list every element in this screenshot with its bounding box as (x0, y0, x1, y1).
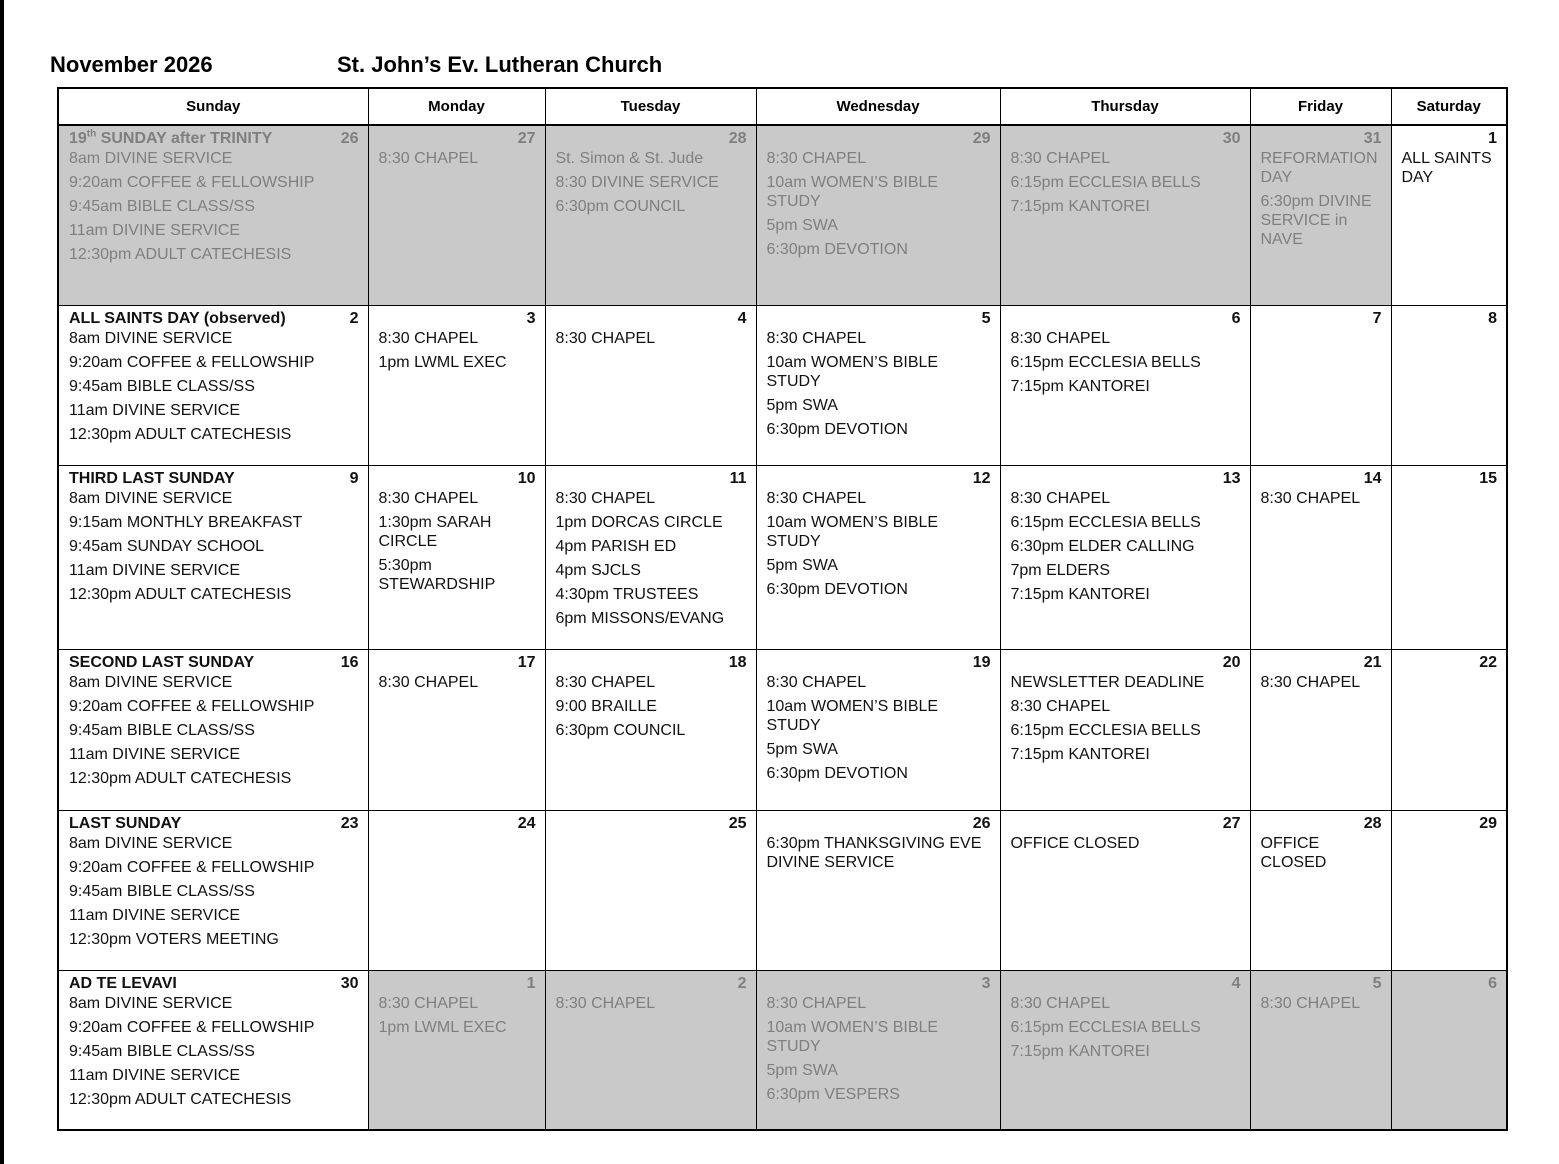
calendar-event: 10am WOMEN’S BIBLE STUDY (766, 353, 939, 390)
day-number: 11 (729, 469, 747, 487)
calendar-event: 8:30 CHAPEL (555, 329, 656, 347)
day-cell-header (556, 814, 747, 834)
calendar-event: 6pm MISSONS/EVANG (555, 609, 725, 627)
calendar-event: 5pm SWA (766, 217, 838, 234)
calendar-event: 8am DIVINE SERVICE (69, 150, 233, 167)
calendar-event: 11am DIVINE SERVICE (69, 222, 241, 239)
day-cell-5 (1250, 970, 1391, 1130)
day-cell-24 (368, 810, 545, 970)
day-number: 17 (517, 653, 536, 671)
calendar-event: 10am WOMEN’S BIBLE STUDY (766, 1018, 939, 1055)
calendar-event: 8:30 CHAPEL (1010, 994, 1111, 1012)
calendar-event: 7:15pm KANTOREI (1010, 1042, 1150, 1060)
calendar-event: 8:30 DIVINE SERVICE (555, 174, 719, 191)
day-cell-header (556, 974, 747, 994)
week-row-2 (58, 305, 1507, 465)
day-cell-18 (545, 649, 756, 810)
calendar-event: 8:30 CHAPEL (378, 150, 479, 167)
day-number: 4 (1231, 974, 1241, 992)
calendar-event: 9:45am BIBLE CLASS/SS (69, 721, 255, 739)
day-cell-1 (368, 970, 545, 1130)
day-cell-header (69, 469, 359, 489)
calendar-event: 11am DIVINE SERVICE (69, 1066, 241, 1084)
day-number: 12 (972, 469, 991, 487)
calendar-event: 6:30pm COUNCIL (555, 198, 686, 215)
weekday-header-sunday: Sunday (58, 88, 368, 125)
calendar-event: 4:30pm TRUSTEES (555, 585, 699, 603)
calendar-event: 8:30 CHAPEL (555, 489, 656, 507)
day-number: 6 (1488, 974, 1497, 992)
day-cell-19 (756, 649, 1000, 810)
day-number: 30 (340, 974, 359, 992)
calendar-event: 6:30pm THANKSGIVING EVE DIVINE SERVICE (766, 834, 982, 871)
calendar-event: 8:30 CHAPEL (1010, 697, 1111, 715)
day-number: 19 (972, 653, 991, 671)
calendar-event: 9:20am COFFEE & FELLOWSHIP (69, 858, 315, 876)
calendar-event: 7:15pm KANTOREI (1010, 745, 1150, 763)
day-cell-header (556, 653, 747, 673)
day-cell-10 (368, 465, 545, 649)
day-cell-header (556, 129, 747, 149)
day-number: 2 (349, 309, 359, 327)
weekday-header-saturday: Saturday (1391, 88, 1507, 125)
day-cell-9 (58, 465, 368, 649)
day-cell-header (1402, 309, 1498, 329)
calendar-event: 10am WOMEN’S BIBLE STUDY (766, 174, 939, 210)
calendar-event: 4pm PARISH ED (555, 537, 677, 555)
calendar-event: 9:15am MONTHLY BREAKFAST (69, 513, 303, 531)
weekday-header-wednesday: Wednesday (756, 88, 1000, 125)
calendar-event: 8:30 CHAPEL (1010, 150, 1111, 167)
day-cell-22 (1391, 649, 1507, 810)
day-cell-header (1402, 653, 1498, 673)
calendar-event: 8:30 CHAPEL (766, 150, 867, 167)
calendar-event: 11am DIVINE SERVICE (69, 561, 241, 579)
calendar-event: 7:15pm KANTOREI (1010, 585, 1150, 603)
day-cell-26 (58, 125, 368, 305)
day-title: SECOND LAST SUNDAY (69, 653, 255, 671)
calendar-event: 9:20am COFFEE & FELLOWSHIP (69, 1018, 315, 1036)
calendar-event: 12:30pm ADULT CATECHESIS (69, 246, 292, 263)
day-cell-header (1011, 309, 1241, 329)
calendar-event: 6:30pm DEVOTION (766, 580, 908, 598)
calendar-event: 6:15pm ECCLESIA BELLS (1010, 513, 1201, 531)
calendar-event: 6:15pm ECCLESIA BELLS (1010, 1018, 1201, 1036)
day-number: 26 (972, 814, 991, 832)
day-cell-header (1261, 129, 1382, 149)
day-cell-header (1011, 129, 1241, 149)
calendar-event: 9:45am BIBLE CLASS/SS (69, 198, 255, 215)
calendar-event: 7:15pm KANTOREI (1010, 198, 1150, 215)
calendar-event: 6:30pm DEVOTION (766, 420, 908, 438)
day-cell-header (1261, 469, 1382, 489)
day-number: 29 (972, 130, 991, 147)
day-number: 16 (340, 653, 359, 671)
calendar-event: 11am DIVINE SERVICE (69, 401, 241, 419)
day-title: LAST SUNDAY (69, 814, 182, 832)
day-cell-header (379, 469, 536, 489)
day-number: 2 (737, 974, 747, 992)
day-cell-28 (1250, 810, 1391, 970)
weekday-header-monday: Monday (368, 88, 545, 125)
day-number: 27 (1222, 814, 1241, 832)
weekday-header-thursday: Thursday (1000, 88, 1250, 125)
week-row-6 (58, 970, 1507, 1130)
day-number: 28 (1363, 814, 1382, 832)
calendar-event: 5pm SWA (766, 556, 838, 574)
day-cell-header (1402, 469, 1498, 489)
calendar-event: 8:30 CHAPEL (378, 673, 479, 691)
week-row-1 (58, 125, 1507, 305)
calendar-event: 10am WOMEN’S BIBLE STUDY (766, 513, 939, 550)
day-number: 7 (1372, 309, 1382, 327)
day-number: 13 (1222, 469, 1241, 487)
day-number: 21 (1363, 653, 1382, 671)
calendar-event: 8:30 CHAPEL (555, 673, 656, 691)
month-title: November 2026 (50, 52, 213, 77)
day-title: AD TE LEVAVI (69, 974, 177, 992)
day-number: 14 (1363, 469, 1382, 487)
day-cell-header (1402, 814, 1498, 834)
day-cell-header (379, 309, 536, 329)
day-number: 31 (1363, 130, 1382, 147)
day-cell-1 (1391, 125, 1507, 305)
day-cell-16 (58, 649, 368, 810)
calendar-event: 8:30 CHAPEL (1260, 489, 1361, 507)
day-number: 5 (981, 309, 991, 327)
calendar-event: 1:30pm SARAH CIRCLE (378, 513, 492, 550)
day-number: 26 (340, 130, 359, 147)
calendar-event: 9:20am COFFEE & FELLOWSHIP (69, 174, 315, 191)
day-number: 15 (1479, 469, 1497, 487)
calendar-event: ALL SAINTS DAY (1401, 150, 1492, 186)
page-left-edge (0, 0, 4, 1164)
calendar-event: 6:30pm ELDER CALLING (1010, 537, 1195, 555)
week-row-4 (58, 649, 1507, 810)
calendar-event: 12:30pm VOTERS MEETING (69, 930, 279, 948)
day-number: 29 (1479, 814, 1497, 832)
day-cell-27 (1000, 810, 1250, 970)
calendar-event: 8:30 CHAPEL (378, 329, 479, 347)
calendar-event: 6:15pm ECCLESIA BELLS (1010, 353, 1201, 371)
calendar-event: 7:15pm KANTOREI (1010, 377, 1150, 395)
calendar-event: 8:30 CHAPEL (1260, 994, 1361, 1012)
calendar-event: 8am DIVINE SERVICE (69, 329, 233, 347)
day-cell-30 (58, 970, 368, 1130)
day-cell-header (1011, 469, 1241, 489)
calendar-event: 6:15pm ECCLESIA BELLS (1010, 721, 1201, 739)
calendar-event: 9:45am BIBLE CLASS/SS (69, 882, 255, 900)
day-number: 20 (1222, 653, 1241, 671)
day-cell-header (379, 814, 536, 834)
day-title: THIRD LAST SUNDAY (69, 469, 235, 487)
day-number: 10 (517, 469, 536, 487)
calendar-event: 9:45am SUNDAY SCHOOL (69, 537, 265, 555)
day-cell-6 (1391, 970, 1507, 1130)
day-cell-header (69, 974, 359, 994)
day-cell-29 (756, 125, 1000, 305)
day-cell-12 (756, 465, 1000, 649)
calendar-event: OFFICE CLOSED (1260, 834, 1327, 871)
day-cell-3 (756, 970, 1000, 1130)
calendar-event: 5pm SWA (766, 396, 838, 414)
calendar-event: 6:15pm ECCLESIA BELLS (1010, 174, 1201, 191)
day-cell-header (1402, 129, 1498, 149)
day-number: 24 (517, 814, 536, 832)
week-row-5 (58, 810, 1507, 970)
weekday-header-tuesday: Tuesday (545, 88, 756, 125)
day-cell-28 (545, 125, 756, 305)
day-cell-header (1261, 653, 1382, 673)
day-cell-8 (1391, 305, 1507, 465)
calendar-event: 8am DIVINE SERVICE (69, 834, 233, 852)
calendar-event: 4pm SJCLS (555, 561, 641, 579)
day-cell-header (1261, 974, 1382, 994)
calendar-event: 12:30pm ADULT CATECHESIS (69, 425, 292, 443)
day-cell-header (69, 653, 359, 673)
day-cell-30 (1000, 125, 1250, 305)
day-cell-4 (545, 305, 756, 465)
calendar-event: 8:30 CHAPEL (1260, 673, 1361, 691)
day-number: 3 (981, 974, 991, 992)
calendar-event: 8:30 CHAPEL (378, 489, 479, 507)
day-cell-2 (545, 970, 756, 1130)
day-cell-25 (545, 810, 756, 970)
calendar-event: 8am DIVINE SERVICE (69, 994, 233, 1012)
calendar-event: 8:30 CHAPEL (378, 994, 479, 1012)
calendar-event: 6:30pm DIVINE SERVICE in NAVE (1260, 193, 1372, 248)
calendar-event: 8:30 CHAPEL (1010, 489, 1111, 507)
church-title: St. John’s Ev. Lutheran Church (337, 52, 663, 77)
calendar-event: 6:30pm COUNCIL (555, 721, 686, 739)
calendar-table (57, 87, 1508, 1131)
calendar-event: 9:00 BRAILLE (555, 697, 657, 715)
day-cell-header (379, 653, 536, 673)
calendar-event: 8:30 CHAPEL (555, 994, 656, 1012)
day-cell-13 (1000, 465, 1250, 649)
day-cell-26 (756, 810, 1000, 970)
calendar-event: 9:45am BIBLE CLASS/SS (69, 1042, 255, 1060)
calendar-event: 12:30pm ADULT CATECHESIS (69, 1090, 292, 1108)
day-cell-header (1261, 309, 1382, 329)
calendar-event: 6:30pm VESPERS (766, 1085, 900, 1103)
calendar-event: 6:30pm DEVOTION (766, 241, 908, 258)
day-number: 18 (728, 653, 747, 671)
day-number: 3 (526, 309, 536, 327)
day-title: ALL SAINTS DAY (observed) (69, 309, 286, 327)
calendar-event: 8:30 CHAPEL (766, 994, 867, 1012)
day-cell-header (69, 814, 359, 834)
calendar-event: NEWSLETTER DEADLINE (1010, 673, 1205, 691)
day-number: 4 (737, 309, 747, 327)
day-number: 6 (1231, 309, 1241, 327)
day-cell-header (1011, 974, 1241, 994)
day-cell-5 (756, 305, 1000, 465)
day-number: 5 (1372, 974, 1382, 992)
calendar-event: 9:20am COFFEE & FELLOWSHIP (69, 353, 315, 371)
calendar-event: 8am DIVINE SERVICE (69, 489, 233, 507)
day-cell-header (379, 129, 536, 149)
day-cell-header (767, 469, 991, 489)
calendar-event: 1pm LWML EXEC (378, 353, 507, 371)
day-cell-header (69, 129, 359, 149)
calendar-event: 5:30pm STEWARDSHIP (378, 556, 496, 593)
week-row-3 (58, 465, 1507, 649)
day-cell-23 (58, 810, 368, 970)
calendar-event: 6:30pm DEVOTION (766, 764, 908, 782)
calendar-event: 12:30pm ADULT CATECHESIS (69, 585, 292, 603)
day-cell-31 (1250, 125, 1391, 305)
day-cell-header (767, 974, 991, 994)
day-cell-header (767, 309, 991, 329)
day-number: 25 (728, 814, 747, 832)
calendar-event: 8:30 CHAPEL (766, 329, 867, 347)
day-cell-header (767, 653, 991, 673)
day-cell-15 (1391, 465, 1507, 649)
day-title: 19th SUNDAY after TRINITY (69, 128, 273, 147)
calendar-event: 1pm DORCAS CIRCLE (555, 513, 723, 531)
calendar-event: 9:20am COFFEE & FELLOWSHIP (69, 697, 315, 715)
calendar-event: 8:30 CHAPEL (1010, 329, 1111, 347)
day-cell-11 (545, 465, 756, 649)
day-cell-4 (1000, 970, 1250, 1130)
calendar-event: 11am DIVINE SERVICE (69, 745, 241, 763)
calendar-event: 5pm SWA (766, 740, 838, 758)
day-cell-header (69, 309, 359, 329)
day-cell-29 (1391, 810, 1507, 970)
day-number: 23 (340, 814, 359, 832)
day-number: 27 (517, 130, 536, 147)
day-cell-header (1261, 814, 1382, 834)
day-number: 22 (1479, 653, 1497, 671)
day-cell-header (1402, 974, 1498, 994)
day-number: 8 (1488, 309, 1497, 327)
day-cell-3 (368, 305, 545, 465)
day-cell-14 (1250, 465, 1391, 649)
calendar-event: 12:30pm ADULT CATECHESIS (69, 769, 292, 787)
calendar-event: 5pm SWA (766, 1061, 838, 1079)
weekday-header-friday: Friday (1250, 88, 1391, 125)
day-cell-header (556, 309, 747, 329)
day-number: 28 (728, 130, 747, 147)
calendar-event: 8am DIVINE SERVICE (69, 673, 233, 691)
day-cell-17 (368, 649, 545, 810)
day-cell-header (767, 814, 991, 834)
day-cell-21 (1250, 649, 1391, 810)
calendar-event: 9:45am BIBLE CLASS/SS (69, 377, 255, 395)
day-cell-header (1011, 653, 1241, 673)
day-cell-2 (58, 305, 368, 465)
day-cell-header (379, 974, 536, 994)
calendar-event: 7pm ELDERS (1010, 561, 1111, 579)
day-number: 1 (1488, 130, 1497, 147)
calendar-event: 11am DIVINE SERVICE (69, 906, 241, 924)
day-cell-27 (368, 125, 545, 305)
day-cell-7 (1250, 305, 1391, 465)
day-cell-header (1011, 814, 1241, 834)
weekday-header-row (58, 88, 1507, 125)
day-cell-20 (1000, 649, 1250, 810)
day-cell-header (556, 469, 747, 489)
calendar-event: 10am WOMEN’S BIBLE STUDY (766, 697, 939, 734)
day-number: 1 (526, 974, 536, 992)
calendar-event: 1pm LWML EXEC (378, 1018, 507, 1036)
day-cell-header (767, 129, 991, 149)
calendar-event: St. Simon & St. Jude (555, 150, 704, 167)
day-cell-6 (1000, 305, 1250, 465)
day-number: 9 (349, 469, 359, 487)
calendar-event: REFORMATION DAY (1260, 150, 1378, 186)
calendar-event: OFFICE CLOSED (1010, 834, 1140, 852)
calendar-event: 8:30 CHAPEL (766, 673, 867, 691)
day-number: 30 (1222, 130, 1241, 147)
calendar-event: 8:30 CHAPEL (766, 489, 867, 507)
